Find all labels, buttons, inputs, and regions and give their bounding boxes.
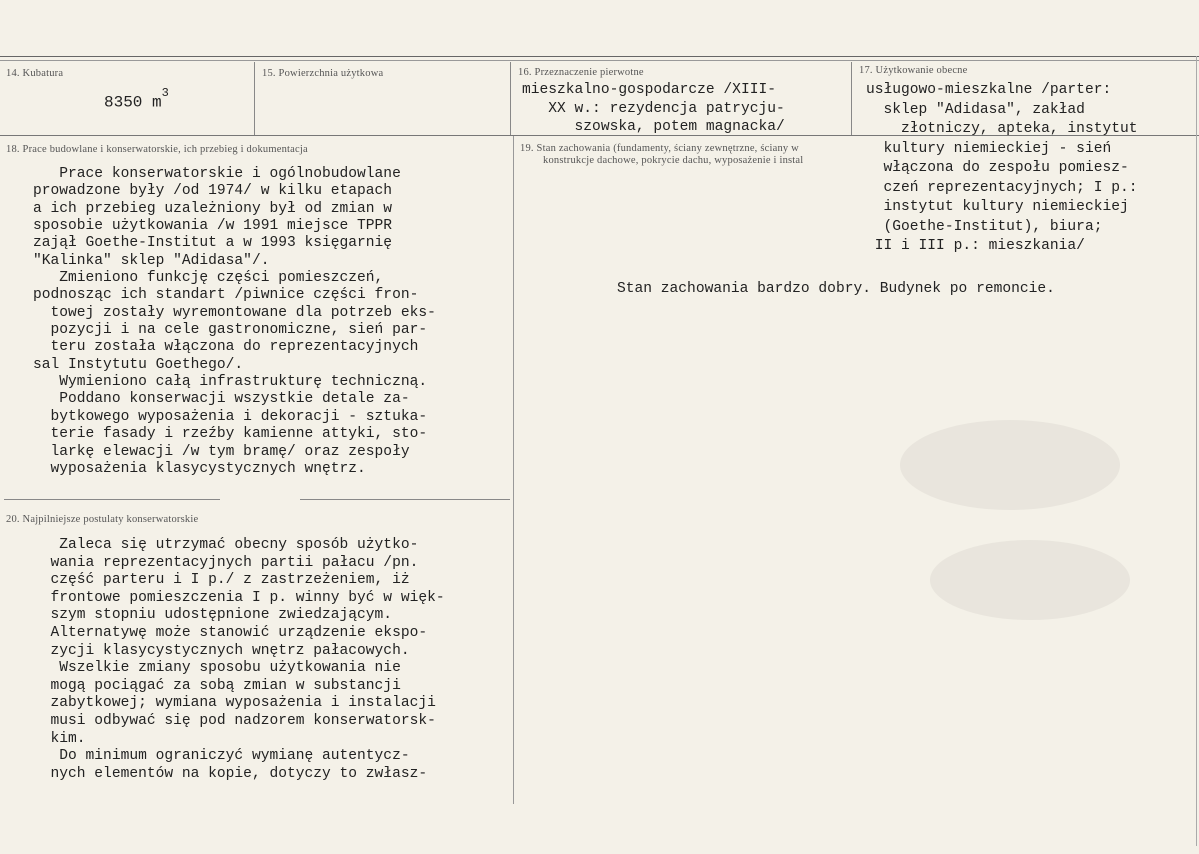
postulaty-text: Zaleca się utrzymać obecny sposób użytko- wania reprezentacyjnych partii pałacu /pn. część parteru i I p./ z zastrzeżeniem, iż frontowe pomieszczenia I p. winny być w więk- szym stopniu udostępnione zwiedzającym. Alternatywę może stanowić urządzenie ekspo- zycji klasycystycznych wnętrz pałacowych. Wszelkie zmiany sposobu użytkowania nie mogą pociągać za sobą zmian w substancji zabytkowej; wymiana wyposażenia i instalacji musi odbywać się pod nadzorem konserwatorsk- kim. Do minimum ograniczyć wymianę autentycz- nych elementów na kopie, dotyczy to zwłasz- [50,537,445,782]
section-divider [4,499,220,500]
main-column-divider [513,136,514,804]
postulaty-label: 20. Najpilniejsze postulaty konserwatorskie [6,514,199,525]
prace-budowlane-text: Prace konserwatorskie i ogólnobudowlane prowadzone były /od 1974/ w kilku etapach a ich przebieg uzależniony był od zmian w sposobie użytkowania /w 1991 miejsce TPPR zajął Goethe-Institut a w 1993 księgarnię "Kalinka" sklep "Adidasa"/. Zmieniono funkcję części pomieszczeń, podnosząc ich standart /piwnice części fron- towej zostały wyremontowane dla potrzeb eks- pozycji i na cele gastronomiczne, sień par- teru została włączona do reprezentacyjnych sal Instytutu Goethego/. Wymieniono całą infrastrukturę techniczną. Poddano konserwacji wszystkie detale za- bytkowego wyposażenia i dekoracji - sztuka- terie fasady i rzeźby kamienne attyki, sto- larkę elewacji /w tym bramę/ oraz zespoły wyposażenia klasycystycznych wnętrz. [33,166,436,477]
kubatura-label: 14. Kubatura [6,68,64,79]
kubatura-value: 8350 $m^3$ [104,86,169,112]
paper-smudge [900,420,1120,510]
column-divider [254,62,255,135]
przeznaczenie-text: mieszkalno-gospodarcze /XIII- XX w.: rezydencja patrycju- szowska, potem magnacka/ [522,82,785,136]
top-border-line [0,56,1199,57]
section-divider [300,499,510,500]
przeznaczenie-label: 16. Przeznaczenie pierwotne [518,67,644,78]
stan-zachowania-label: 19. Stan zachowania (fundamenty, ściany zewnętrzne, ściany w [520,143,799,154]
uzytkowanie-label: 17. Użytkowanie obecne [859,65,968,76]
column-divider [510,62,511,135]
column-divider [851,62,852,135]
stan-zachowania-text: Stan zachowania bardzo dobry. Budynek po remoncie. [617,281,1055,297]
right-border [1196,56,1197,846]
stan-zachowania-label-line2: konstrukcje dachowe, pokrycie dachu, wyposażenie i instal [543,155,804,166]
powierzchnia-label: 15. Powierzchnia użytkowa [262,68,384,79]
prace-budowlane-label: 18. Prace budowlane i konserwatorskie, ich przebieg i dokumentacja [6,144,308,155]
paper-smudge [930,540,1130,620]
top-border-line-inner [0,60,1199,61]
uzytkowanie-text: usługowo-mieszkalne /parter: sklep "Adidasa", zakład złotniczy, apteka, instytut kultury niemieckiej - sień włączona do zespołu pomiesz- czeń reprezentacyjnych; I p.: instytut kultury niemieckiej (Goethe-Institut), biura; II i III p.: mieszkania/ [866,82,1138,254]
